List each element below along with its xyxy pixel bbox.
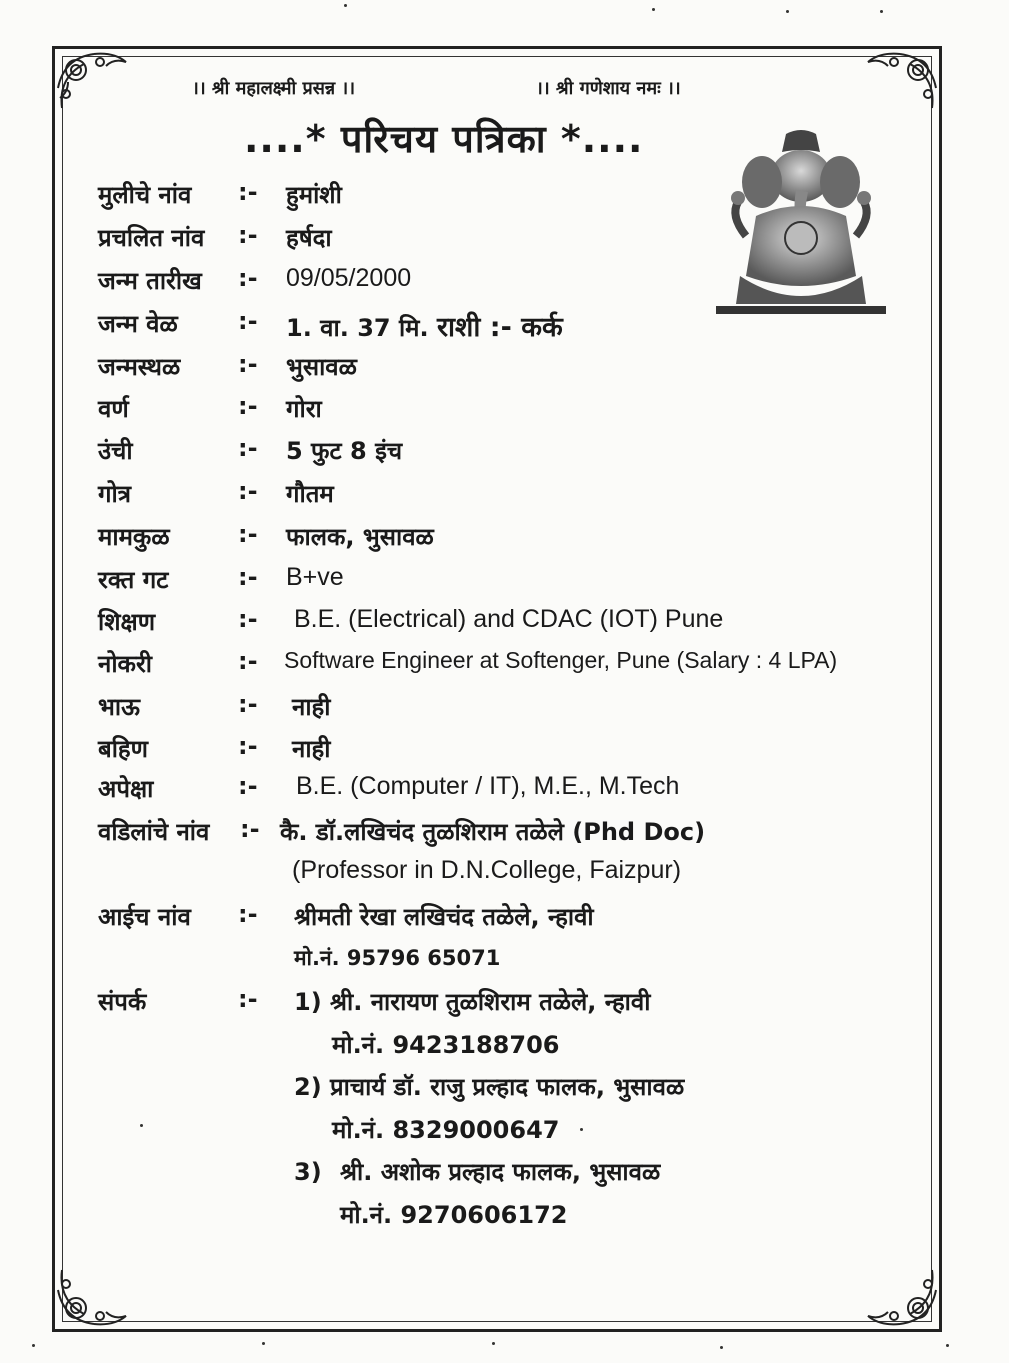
- field-value: 5 फुट 8 इंच: [286, 437, 403, 465]
- field-label: उंची: [98, 437, 133, 465]
- field-label: जन्मस्थळ: [98, 353, 181, 381]
- field-separator: :-: [238, 985, 258, 1013]
- father-line2: (Professor in D.N.College, Faizpur): [292, 856, 682, 884]
- ganesha-icon: [716, 126, 886, 316]
- contact-entry-1: [294, 985, 650, 1018]
- field-separator: :-: [238, 900, 258, 928]
- corner-ornament-icon: [860, 48, 940, 118]
- field-separator: :-: [238, 221, 258, 249]
- field-separator: :-: [238, 307, 258, 335]
- rashi-value: राशी :- कर्क: [437, 312, 563, 343]
- field-separator: :-: [238, 350, 258, 378]
- field-value: 09/05/2000: [286, 264, 412, 292]
- field-separator: :-: [238, 264, 258, 292]
- blessing-left: ।। श्री महालक्ष्मी प्रसन्न ।।: [192, 78, 356, 99]
- blessing-right: ।। श्री गणेशाय नमः ।।: [536, 78, 681, 99]
- field-value: भुसावळ: [286, 353, 357, 381]
- contact-phone-2: मो.नं. 8329000647: [332, 1116, 560, 1144]
- field-label: वडिलांचे नांव: [98, 818, 210, 846]
- field-label: शिक्षण: [98, 608, 156, 636]
- field-separator: :-: [238, 732, 258, 760]
- field-separator: :-: [238, 392, 258, 420]
- field-value: गौतम: [286, 480, 334, 508]
- field-separator: :-: [238, 477, 258, 505]
- field-separator: :-: [238, 520, 258, 548]
- contact-number: 1): [294, 988, 322, 1016]
- contact-number: 2): [294, 1073, 322, 1101]
- field-separator: :-: [238, 690, 258, 718]
- field-separator: :-: [238, 647, 258, 675]
- field-value: [286, 307, 563, 344]
- corner-ornament-icon: [860, 1260, 940, 1330]
- field-label: अपेक्षा: [98, 775, 154, 803]
- field-value: कै. डॉ.लखिचंद तुळशिराम तळेले (Phd Doc): [280, 818, 706, 846]
- field-value: श्रीमती रेखा लखिचंद तळेले, न्हावी: [294, 903, 594, 931]
- field-label: संपर्क: [98, 988, 147, 1016]
- field-value: हुमांशी: [286, 181, 342, 209]
- field-label: बहिण: [98, 735, 149, 763]
- field-label: मुलीचे नांव: [98, 181, 192, 209]
- contact-number: 3): [294, 1158, 322, 1186]
- field-value: फालक, भुसावळ: [286, 523, 434, 551]
- mother-phone: मो.नं. 95796 65071: [294, 946, 501, 970]
- field-label: जन्म वेळ: [98, 310, 178, 338]
- field-label: आईच नांव: [98, 903, 191, 931]
- contact-name: प्राचार्य डॉ. राजु प्रल्हाद फालक, भुसावळ: [330, 1073, 685, 1101]
- field-label: नोकरी: [98, 650, 152, 678]
- field-label: भाऊ: [98, 693, 140, 721]
- corner-ornament-icon: [54, 1260, 134, 1330]
- field-label: रक्त गट: [98, 566, 169, 594]
- page-title: ....* परिचय पत्रिका *....: [244, 117, 644, 161]
- field-value: हर्षदा: [286, 224, 332, 252]
- field-separator: :-: [240, 815, 260, 843]
- field-label: मामकुळ: [98, 523, 170, 551]
- field-value: Software Engineer at Softenger, Pune (Salary : 4 LPA): [284, 647, 838, 673]
- field-value: B.E. (Electrical) and CDAC (IOT) Pune: [294, 605, 724, 633]
- field-label: वर्ण: [98, 395, 129, 423]
- field-value: नाही: [292, 693, 331, 721]
- field-separator: :-: [238, 605, 258, 633]
- contact-name: श्री. नारायण तुळशिराम तळेले, न्हावी: [330, 988, 651, 1016]
- field-value: B+ve: [286, 563, 344, 591]
- field-separator: :-: [238, 178, 258, 206]
- field-separator: :-: [238, 772, 258, 800]
- contact-entry-3: [294, 1155, 660, 1188]
- field-value: B.E. (Computer / IT), M.E., M.Tech: [296, 772, 680, 800]
- corner-ornament-icon: [54, 48, 134, 118]
- contact-phone-1: मो.नं. 9423188706: [332, 1031, 560, 1059]
- contact-name: श्री. अशोक प्रल्हाद फालक, भुसावळ: [340, 1158, 661, 1186]
- contact-entry-2: [294, 1070, 684, 1103]
- field-label: प्रचलित नांव: [98, 224, 205, 252]
- field-separator: :-: [238, 434, 258, 462]
- field-label: गोत्र: [98, 480, 131, 508]
- field-value: नाही: [292, 735, 331, 763]
- field-separator: :-: [238, 563, 258, 591]
- birth-time-value: 1. वा. 37 मि.: [286, 314, 429, 342]
- contact-phone-3: मो.नं. 9270606172: [340, 1201, 568, 1229]
- field-value: गोरा: [286, 395, 322, 423]
- field-label: जन्म तारीख: [98, 267, 202, 295]
